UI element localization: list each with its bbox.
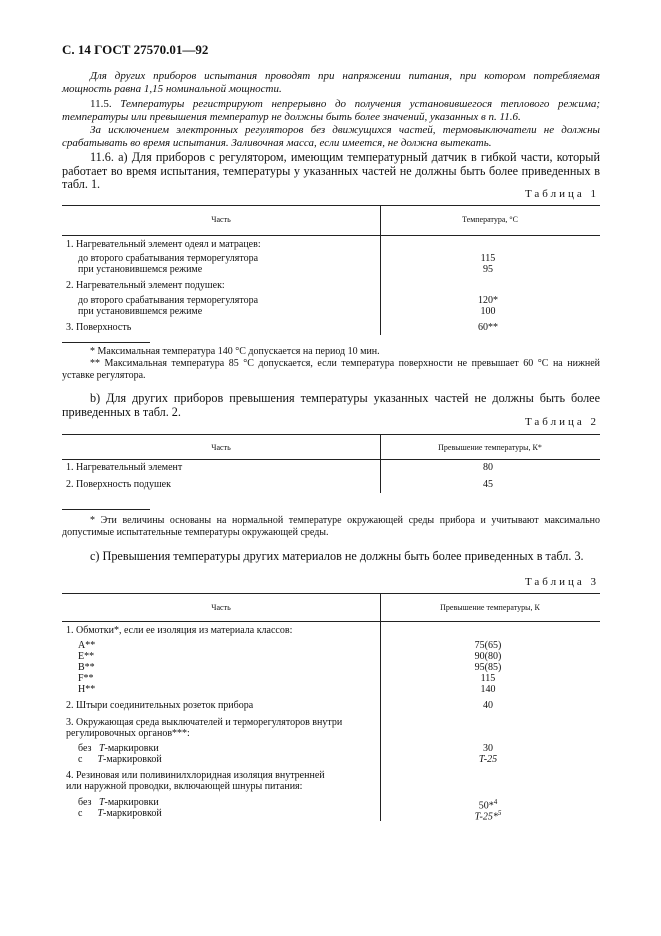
table3-row-value: 95(85) xyxy=(474,662,502,673)
t-mark: T xyxy=(98,743,105,754)
part-prefix: без xyxy=(78,797,92,808)
table3-header-bottom xyxy=(62,621,600,622)
table3-row-value: 75(65) xyxy=(474,640,502,651)
paragraph-thermal-cutouts: За исключением электронных регуляторов без движущихся частей, термовыключатели не должны срабатывать во время испытания. Заливочная масса, если имеется, не должна вытекать. xyxy=(62,124,600,149)
table3-row-part xyxy=(78,808,162,820)
table2-row-value: 45 xyxy=(483,479,493,490)
table1-footnote-2: ** Максимальная температура 85 °С допускается, если температура поверхности не превышает 60 °С на нижней уставке регулятора. xyxy=(62,358,600,381)
table3-row-part: 4. Резиновая или поливинилхлоридная изоляция внутренней xyxy=(66,770,325,781)
table3-row-value: 115 xyxy=(480,673,496,684)
table3-header-part: Часть xyxy=(211,603,231,612)
table3-row-value: 40 xyxy=(483,700,493,711)
part-suffix: -маркировкой xyxy=(103,754,162,765)
part-prefix: с xyxy=(78,754,83,765)
table3-row-part xyxy=(78,797,159,809)
table2-header-rise: Превышение температуры, К* xyxy=(438,443,542,452)
table1-header-part: Часть xyxy=(211,215,231,224)
table3-row-part: 2. Штыри соединительных розеток прибора xyxy=(66,700,254,711)
value-sup: 4 xyxy=(493,798,498,806)
paragraph-11-6-c: c) Превышения температуры других материалов не должны быть более приведенных в табл. 3. xyxy=(90,549,584,563)
table1-caption: Таблица 1 xyxy=(524,188,599,200)
table3-column-divider xyxy=(380,621,381,821)
table3-row-part: регулировочных органов***: xyxy=(66,728,190,739)
table1-header-bottom xyxy=(62,235,600,236)
part-prefix: с xyxy=(78,808,83,819)
table2-column-divider xyxy=(380,459,381,493)
table3-header-rise: Превышение температуры, К xyxy=(440,603,540,612)
table2-header-part: Часть xyxy=(211,443,231,452)
table3-row-part xyxy=(78,743,159,755)
paragraph-11-5 xyxy=(62,98,600,123)
table3-row-part: E** xyxy=(78,651,95,662)
table1-row-value: 60** xyxy=(478,322,498,333)
table2-top-border xyxy=(62,434,600,435)
table2-row-part: 1. Нагревательный элемент xyxy=(66,462,183,473)
table1-row-part: 2. Нагревательный элемент подушек: xyxy=(66,280,225,291)
table1-row-part: 3. Поверхность xyxy=(66,322,132,333)
table1-row-part: до второго срабатывания терморегулятора xyxy=(78,295,259,306)
value-text: 50* xyxy=(478,800,494,812)
table1-column-divider xyxy=(380,235,381,335)
table3-row-part: 1. Обмотки*, если ее изоляция из материала классов: xyxy=(66,625,293,636)
table1-footnote-1: * Максимальная температура 140 °С допускается на период 10 мин. xyxy=(90,346,380,357)
table1-row-value: 120* xyxy=(478,295,498,306)
table1-top-border xyxy=(62,205,600,206)
part-suffix: -маркировки xyxy=(104,743,159,754)
table1-header-temp: Температура, °С xyxy=(462,215,518,224)
table1-row-value: 95 xyxy=(483,264,493,275)
table3-row-part: B** xyxy=(78,662,95,673)
page-header: С. 14 ГОСТ 27570.01—92 xyxy=(62,42,209,57)
clause-number: 11.5. xyxy=(90,98,112,110)
t-mark: T xyxy=(98,797,105,808)
t-mark: T xyxy=(97,754,104,765)
table3-row-part: A** xyxy=(78,640,96,651)
value-text: T-25* xyxy=(474,811,498,823)
table3-row-value: T-25 xyxy=(478,754,498,765)
table2-header-bottom xyxy=(62,459,600,460)
table3-row-value: 140 xyxy=(480,684,496,695)
table3-row-part: или наружной проводки, включающей шнуры питания: xyxy=(66,781,303,792)
table3-row-part: H** xyxy=(78,684,96,695)
table1-row-value: 115 xyxy=(480,253,496,264)
table3-row-value xyxy=(438,808,538,823)
table2-caption: Таблица 2 xyxy=(524,416,599,428)
table2-row-part: 2. Поверхность подушек xyxy=(66,479,171,490)
table1-row-part: при установившемся режиме xyxy=(78,264,203,275)
table3-row-value: 30 xyxy=(483,743,493,754)
table3-row-part: F** xyxy=(78,673,94,684)
table1-row-part: при установившемся режиме xyxy=(78,306,203,317)
t-mark: T xyxy=(97,808,104,819)
table1-row-part: 1. Нагревательный элемент одеял и матрацев: xyxy=(66,239,261,250)
table1-footnote-rule xyxy=(62,342,150,343)
table3-row-part xyxy=(78,754,162,766)
table1-row-part: до второго срабатывания терморегулятора xyxy=(78,253,259,264)
clause-text: Температуры регистрируют непрерывно до получения установившегося теплового режима; температуры или превышения температур не должны быть более значений, указанных в п. 11.6. xyxy=(62,98,601,123)
table1-row-value: 100 xyxy=(480,306,496,317)
part-prefix: без xyxy=(78,743,92,754)
table2-row-value: 80 xyxy=(483,462,493,473)
table3-caption: Таблица 3 xyxy=(524,576,599,588)
part-suffix: -маркировкой xyxy=(103,808,162,819)
part-suffix: -маркировки xyxy=(104,797,159,808)
table3-row-value: 90(80) xyxy=(474,651,502,662)
value-sup: 5 xyxy=(497,809,502,817)
table2-footnote-rule xyxy=(62,509,150,510)
paragraph-supply-voltage: Для других приборов испытания проводят при напряжении питания, при котором потребляемая мощность равна 1,15 номинальной мощности. xyxy=(62,70,600,95)
table3-row-part: 3. Окружающая среда выключателей и терморегуляторов внутри xyxy=(66,717,343,728)
table3-top-border xyxy=(62,593,600,594)
paragraph-11-6-b: b) Для других приборов превышения температуры указанных частей не должны быть более приведенных в табл. 2. xyxy=(62,391,600,419)
table2-footnote-1: * Эти величины основаны на нормальной температуре окружающей среды прибора и учитывают максимально допустимые испытательные температуры окружающей среды. xyxy=(62,515,600,538)
paragraph-11-6-a: 11.6. а) Для приборов с регулятором, имеющим температурный датчик в гибкой части, который работает во время испытания, температуры у указанных частей не должны быть более приведенных в табл. 1. xyxy=(62,150,600,191)
